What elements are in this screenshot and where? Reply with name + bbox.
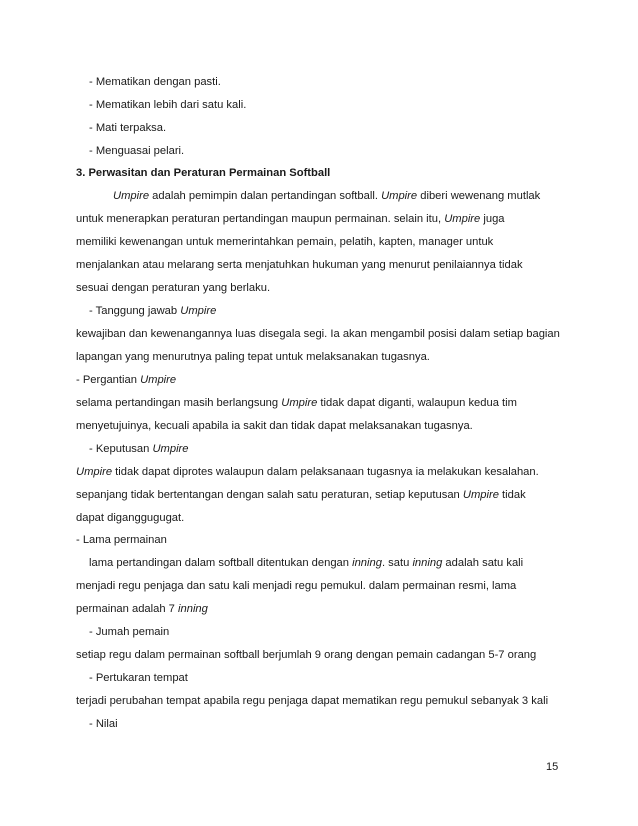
text-line: [89, 556, 523, 570]
text-span: - Pergantian: [76, 374, 141, 386]
text-span: - Mati terpaksa.: [89, 122, 167, 134]
text-line: [76, 235, 493, 249]
text-span: lapangan yang menurutnya paling tepat untuk melaksanakan tugasnya.: [76, 351, 430, 363]
subheading-line: [89, 717, 118, 731]
text-span: kewajiban dan kewenangannya luas disegala segi. Ia akan mengambil posisi dalam setiap bagian: [76, 328, 560, 340]
text-span: - Menguasai pelari.: [89, 145, 185, 157]
text-span: - Jumah pemain: [89, 626, 170, 638]
italic-text-span: inning: [412, 557, 443, 569]
text-span: - Lama permainan: [76, 534, 167, 546]
text-span: juga: [480, 213, 505, 225]
text-span: - Mematikan lebih dari satu kali.: [89, 99, 247, 111]
page-number: 15: [546, 761, 559, 773]
subheading-line: [89, 304, 216, 318]
text-span: terjadi perubahan tempat apabila regu penjaga dapat mematikan regu pemukul sebanyak 3 kali: [76, 695, 549, 707]
text-span: selama pertandingan masih berlangsung: [76, 397, 282, 409]
text-span: tidak dapat diganti, walaupun kedua tim: [317, 397, 517, 409]
italic-text-span: Umpire: [180, 305, 217, 317]
text-span: tidak dapat diprotes walaupun dalam pelaksanaan tugasnya ia melakukan kesalahan.: [112, 466, 539, 478]
italic-text-span: Umpire: [152, 443, 189, 455]
italic-text-span: Umpire: [140, 374, 177, 386]
text-span: lama pertandingan dalam softball ditentukan dengan: [89, 557, 353, 569]
italic-text-span: Umpire: [444, 213, 481, 225]
text-span: 3. Perwasitan dan Peraturan Permainan Softball: [76, 167, 331, 179]
text-span: . satu: [381, 557, 413, 569]
text-line: [113, 189, 540, 203]
text-line: [76, 419, 473, 433]
text-line: [89, 75, 221, 89]
text-line: [89, 98, 246, 112]
text-span: adalah pemimpin dalan pertandingan softball.: [149, 190, 382, 202]
text-span: sesuai dengan peraturan yang berlaku.: [76, 282, 271, 294]
subheading-line: [89, 625, 169, 639]
text-line: [76, 212, 505, 226]
subheading-line: [76, 373, 176, 387]
text-line: [76, 327, 560, 341]
text-span: dapat diganggugugat.: [76, 512, 185, 524]
text-span: sepanjang tidak bertentangan dengan salah satu peraturan, setiap keputusan: [76, 489, 463, 501]
text-span: menjadi regu penjaga dan satu kali menjadi regu pemukul. dalam permainan resmi, lama: [76, 580, 517, 592]
text-span: adalah satu kali: [442, 557, 524, 569]
text-span: permainan adalah 7: [76, 603, 179, 615]
text-line: [76, 488, 526, 502]
subheading-line: [89, 442, 189, 456]
italic-text-span: inning: [352, 557, 382, 569]
text-span: - Tanggung jawab: [89, 305, 181, 317]
italic-text-span: Umpire: [462, 489, 499, 501]
text-line: [76, 258, 523, 272]
text-span: - Pertukaran tempat: [89, 672, 188, 684]
text-span: menjalankan atau melarang serta menjatuhkan hukuman yang menurut penilaiannya tidak: [76, 259, 523, 271]
subheading-line: [89, 671, 188, 685]
text-line: [76, 579, 516, 593]
section-heading: [76, 166, 330, 180]
text-line: [76, 602, 208, 616]
text-span: untuk menerapkan peraturan pertandingan maupun permainan. selain itu,: [76, 213, 445, 225]
text-line: [89, 144, 184, 158]
text-line: [76, 281, 270, 295]
text-span: - Nilai: [89, 718, 118, 730]
text-line: [76, 648, 536, 662]
text-span: tidak: [498, 489, 526, 501]
text-span: - Mematikan dengan pasti.: [89, 76, 221, 88]
italic-text-span: Umpire: [76, 466, 113, 478]
text-span: memiliki kewenangan untuk memerintahkan pemain, pelatih, kapten, manager untuk: [76, 236, 494, 248]
text-line: [76, 694, 548, 708]
text-line: [89, 121, 166, 135]
text-span: diberi wewenang mutlak: [417, 190, 541, 202]
text-line: [76, 396, 517, 410]
italic-text-span: Umpire: [281, 397, 318, 409]
italic-text-span: inning: [178, 603, 208, 615]
text-line: [76, 465, 539, 479]
italic-text-span: Umpire: [381, 190, 418, 202]
text-line: [76, 511, 184, 525]
subheading-line: [76, 533, 167, 547]
italic-text-span: Umpire: [113, 190, 150, 202]
text-span: - Keputusan: [89, 443, 153, 455]
text-span: setiap regu dalam permainan softball berjumlah 9 orang dengan pemain cadangan 5-7 orang: [76, 649, 537, 661]
text-span: menyetujuinya, kecuali apabila ia sakit dan tidak dapat melaksanakan tugasnya.: [76, 420, 473, 432]
text-line: [76, 350, 430, 364]
